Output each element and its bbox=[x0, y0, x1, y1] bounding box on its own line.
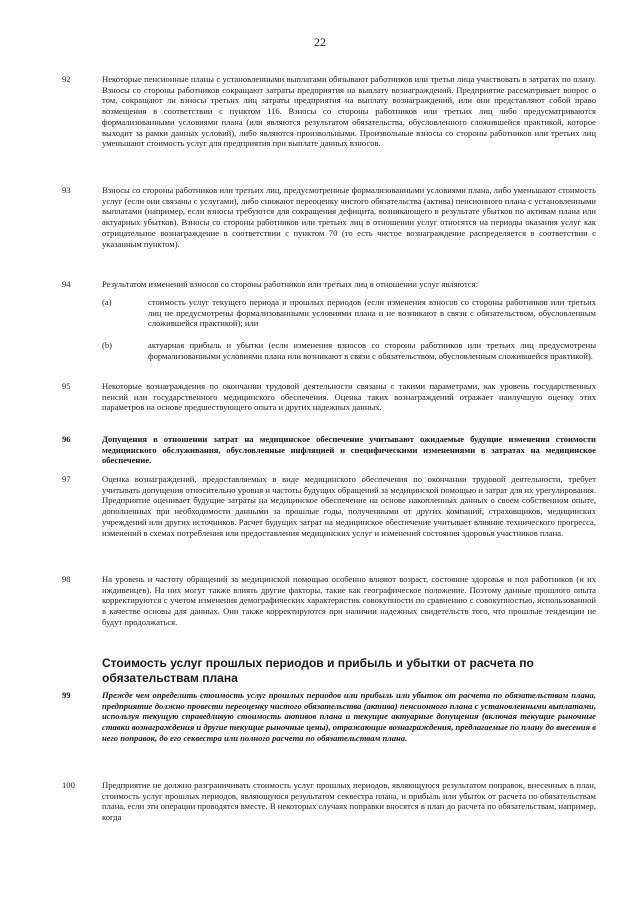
paragraph-number: 94 bbox=[62, 279, 71, 289]
subitem-text: актуарная прибыль и убытки (если изменения взносов со стороны работников или третьих лиц предусмотрены формализованными условиями плана или возникают в связи с обязательством, обусловленным сложившейся практикой). bbox=[148, 340, 596, 361]
paragraph-number: 99 bbox=[62, 690, 71, 700]
paragraph-number: 95 bbox=[62, 381, 71, 391]
paragraph-number: 96 bbox=[62, 434, 71, 444]
section-heading: Стоимость услуг прошлых периодов и прибыль и убытки от расчета по обязательствам плана bbox=[102, 656, 534, 685]
paragraph-number: 97 bbox=[62, 474, 71, 484]
paragraph-text: Допущения в отношении затрат на медицинское обеспечение учитывают ожидаемые будущие изменения стоимости медицинского обслуживания, обусловленные инфляцией и специфическими изменениями в затратах на медицинское обеспечение. bbox=[102, 434, 596, 466]
paragraph-number: 100 bbox=[62, 780, 75, 790]
paragraph-text: Оценка вознаграждений, предоставляемых в виде медицинского обеспечения по окончании трудовой деятельности, требует учитывать допущения относительно уровня и частоты будущих обращений за медицинской помощью и затрат для их урегулирования. Предприятие оценивает будущие затраты на медицинское обеспечение на основе накопленных данных о своем собственном опыте, дополненных при необходимости данными за прошлые годы, полученными от других компаний, страховщиков, медицинских учреждений или других источников. Расчет будущих затрат на медицинское обеспечение учитывает влияние технического прогресса, изменений в схемах потребления или предоставления медицинских услуг и изменений состояния здоровья участников плана. bbox=[102, 474, 596, 538]
paragraph-text: Некоторые пенсионные планы с установленными выплатами обязывают работников или третьи лица участвовать в затратах по плану. Взносы со стороны работников сокращают затраты предприятия на выплату вознаграждений. Предприятие рассматривает вопрос о том, сокращают ли взносы третьих лиц затраты предприятия на выплату вознаграждений, или они представляют собой право возмещения в соответствии с пунктом 116. Взносы со стороны работников или третьих лиц либо предусматриваются формализованными условиями плана (или являются результатом обязательства, обусловленного сложившейся практикой, которое выходит за рамки данных условий), либо являются произвольными. Произвольные взносы со стороны работников или третьих лиц уменьшают стоимость услуг для предприятия при выплате данных взносов. bbox=[102, 74, 596, 149]
paragraph-text: Прежде чем определить стоимость услуг прошлых периодов или прибыль или убыток от расчета по обязательствам плана, предприятие должно провести переоценку чистого обязательства (актива) пенсионного плана с установленными выплатами, используя текущую справедливую стоимость активов плана и текущие актуарные допущения (включая текущие рыночные ставки вознаграждения и другие текущие рыночные цены), отражающие вознаграждения, предлагаемые по плану до внесения в него поправок, до его секвестра или полного расчета по обязательствам плана. bbox=[102, 690, 596, 743]
paragraph-number: 93 bbox=[62, 185, 71, 195]
paragraph-number: 98 bbox=[62, 574, 71, 584]
subitem-label: (a) bbox=[102, 297, 112, 307]
paragraph-text: На уровень и частоту обращений за медицинской помощью особенно влияют возраст, состояние здоровья и пол работников (и их иждивенцев). На них могут также влиять другие факторы, такие как географическое положение. Поэтому данные прошлого опыта корректируются с учетом изменения демографических характеристик совокупности по сравнению с совокупностью, использованной в качестве основы для данных. Они также корректируются при наличии надежных свидетельств того, что прошлые тенденции не будут продолжаться. bbox=[102, 574, 596, 627]
subitem-label: (b) bbox=[102, 340, 113, 350]
paragraph-text: Взносы со стороны работников или третьих лиц, предусмотренные формализованными условиями плана, либо уменьшают стоимость услуг (если они связаны с услугами), либо снижают переоценку чистого обязательства (актива) пенсионного плана с установленными выплатами (например, если взносы требуются для сокращения дефицита, возникающего в результате убытков по активам плана или актуарных убытков). Взносы со стороны работников или третьих лиц в отношении услуг относятся на периоды оказания услуг как отрицательное вознаграждение в соответствии с пунктом 70 (то есть чистое вознаграждение распределяется в соответствии с указанным пунктом). bbox=[102, 185, 596, 249]
paragraph-text: Предприятие не должно разграничивать стоимость услуг прошлых периодов, являющуюся результатом поправок, внесенных в план, стоимость услуг прошлых периодов, являющуюся результатом секвестра плана, и прибыль или убыток от расчета по обязательствам плана, если эти операции проводятся вместе. В некоторых случаях поправки вносятся в план до расчета по обязательствам, например, когда bbox=[102, 780, 596, 823]
paragraph-text: Результатом изменений взносов со стороны работников или третьих лиц в отношении услуг являются: bbox=[102, 279, 478, 289]
paragraph-text: Некоторые вознаграждения по окончании трудовой деятельности связаны с такими параметрами, как уровень государственных пенсий или государственного медицинского обеспечения. Оценка таких вознаграждений отражает наилучшую оценку этих параметров на основе предшествующего опыта и других надежных данных. bbox=[102, 381, 596, 413]
subitem-text: стоимость услуг текущего периода и прошлых периодов (если изменения взносов со стороны работников или третьих лиц не предусмотрены формализованными условиями плана и не возникают в связи с обязательством, обусловленным сложившейся практикой); или bbox=[148, 297, 596, 329]
paragraph-number: 92 bbox=[62, 74, 71, 84]
page-number: 22 bbox=[314, 35, 326, 49]
